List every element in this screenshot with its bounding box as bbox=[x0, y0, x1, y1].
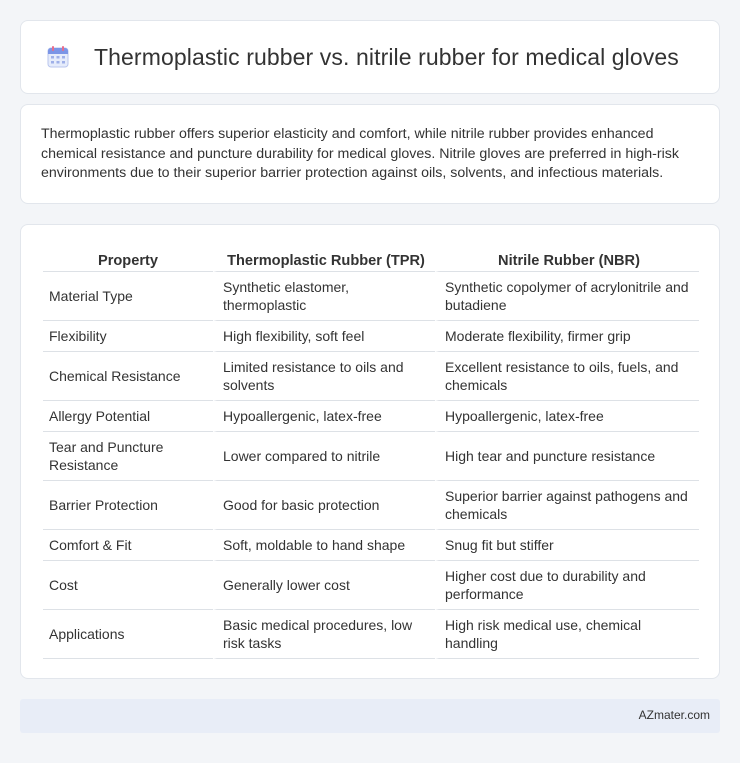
table-row bbox=[43, 272, 699, 321]
property-cell: Cost bbox=[43, 561, 213, 610]
property-cell: Material Type bbox=[43, 272, 213, 321]
table-row bbox=[43, 321, 699, 352]
nbr-cell: Hypoallergenic, latex-free bbox=[435, 401, 699, 432]
tpr-cell: Synthetic elastomer, thermoplastic bbox=[213, 272, 435, 321]
tpr-cell: Lower compared to nitrile bbox=[213, 432, 435, 481]
property-cell: Barrier Protection bbox=[43, 481, 213, 530]
summary-card bbox=[20, 104, 720, 204]
table-row bbox=[43, 401, 699, 432]
column-header-nbr: Nitrile Rubber (NBR) bbox=[435, 245, 699, 272]
property-cell: Chemical Resistance bbox=[43, 352, 213, 401]
table-row bbox=[43, 432, 699, 481]
title-card bbox=[20, 20, 720, 94]
nbr-cell: Excellent resistance to oils, fuels, and chemicals bbox=[435, 352, 699, 401]
nbr-cell: Moderate flexibility, firmer grip bbox=[435, 321, 699, 352]
table-row bbox=[43, 530, 699, 561]
footer-bar bbox=[20, 699, 720, 733]
summary-text: Thermoplastic rubber offers superior elasticity and comfort, while nitrile rubber provides enhanced chemical resistance and puncture durability for medical gloves. Nitrile gloves are preferred in high-risk environments due to their superior barrier protection against oils, solvents, and infectious materials. bbox=[41, 126, 679, 181]
nbr-cell: Synthetic copolymer of acrylonitrile and butadiene bbox=[435, 272, 699, 321]
tpr-cell: Limited resistance to oils and solvents bbox=[213, 352, 435, 401]
nbr-cell: High risk medical use, chemical handling bbox=[435, 610, 699, 659]
table-row bbox=[43, 561, 699, 610]
nbr-cell: Superior barrier against pathogens and chemicals bbox=[435, 481, 699, 530]
nbr-cell: Snug fit but stiffer bbox=[435, 530, 699, 561]
calendar-icon bbox=[46, 45, 70, 69]
nbr-cell: Higher cost due to durability and performance bbox=[435, 561, 699, 610]
tpr-cell: Good for basic protection bbox=[213, 481, 435, 530]
tpr-cell: Hypoallergenic, latex-free bbox=[213, 401, 435, 432]
tpr-cell: Generally lower cost bbox=[213, 561, 435, 610]
property-cell: Tear and Puncture Resistance bbox=[43, 432, 213, 481]
property-cell: Applications bbox=[43, 610, 213, 659]
page-title: Thermoplastic rubber vs. nitrile rubber for medical gloves bbox=[94, 43, 679, 70]
table-row bbox=[43, 481, 699, 530]
table-header-row bbox=[43, 245, 699, 272]
tpr-cell: High flexibility, soft feel bbox=[213, 321, 435, 352]
tpr-cell: Soft, moldable to hand shape bbox=[213, 530, 435, 561]
comparison-card bbox=[20, 224, 720, 679]
nbr-cell: High tear and puncture resistance bbox=[435, 432, 699, 481]
comparison-table bbox=[43, 245, 699, 659]
property-cell: Comfort & Fit bbox=[43, 530, 213, 561]
footer-site-name: AZmater.com bbox=[638, 708, 710, 722]
column-header-property: Property bbox=[43, 245, 213, 272]
column-header-tpr: Thermoplastic Rubber (TPR) bbox=[213, 245, 435, 272]
tpr-cell: Basic medical procedures, low risk tasks bbox=[213, 610, 435, 659]
table-row bbox=[43, 610, 699, 659]
property-cell: Flexibility bbox=[43, 321, 213, 352]
property-cell: Allergy Potential bbox=[43, 401, 213, 432]
table-row bbox=[43, 352, 699, 401]
